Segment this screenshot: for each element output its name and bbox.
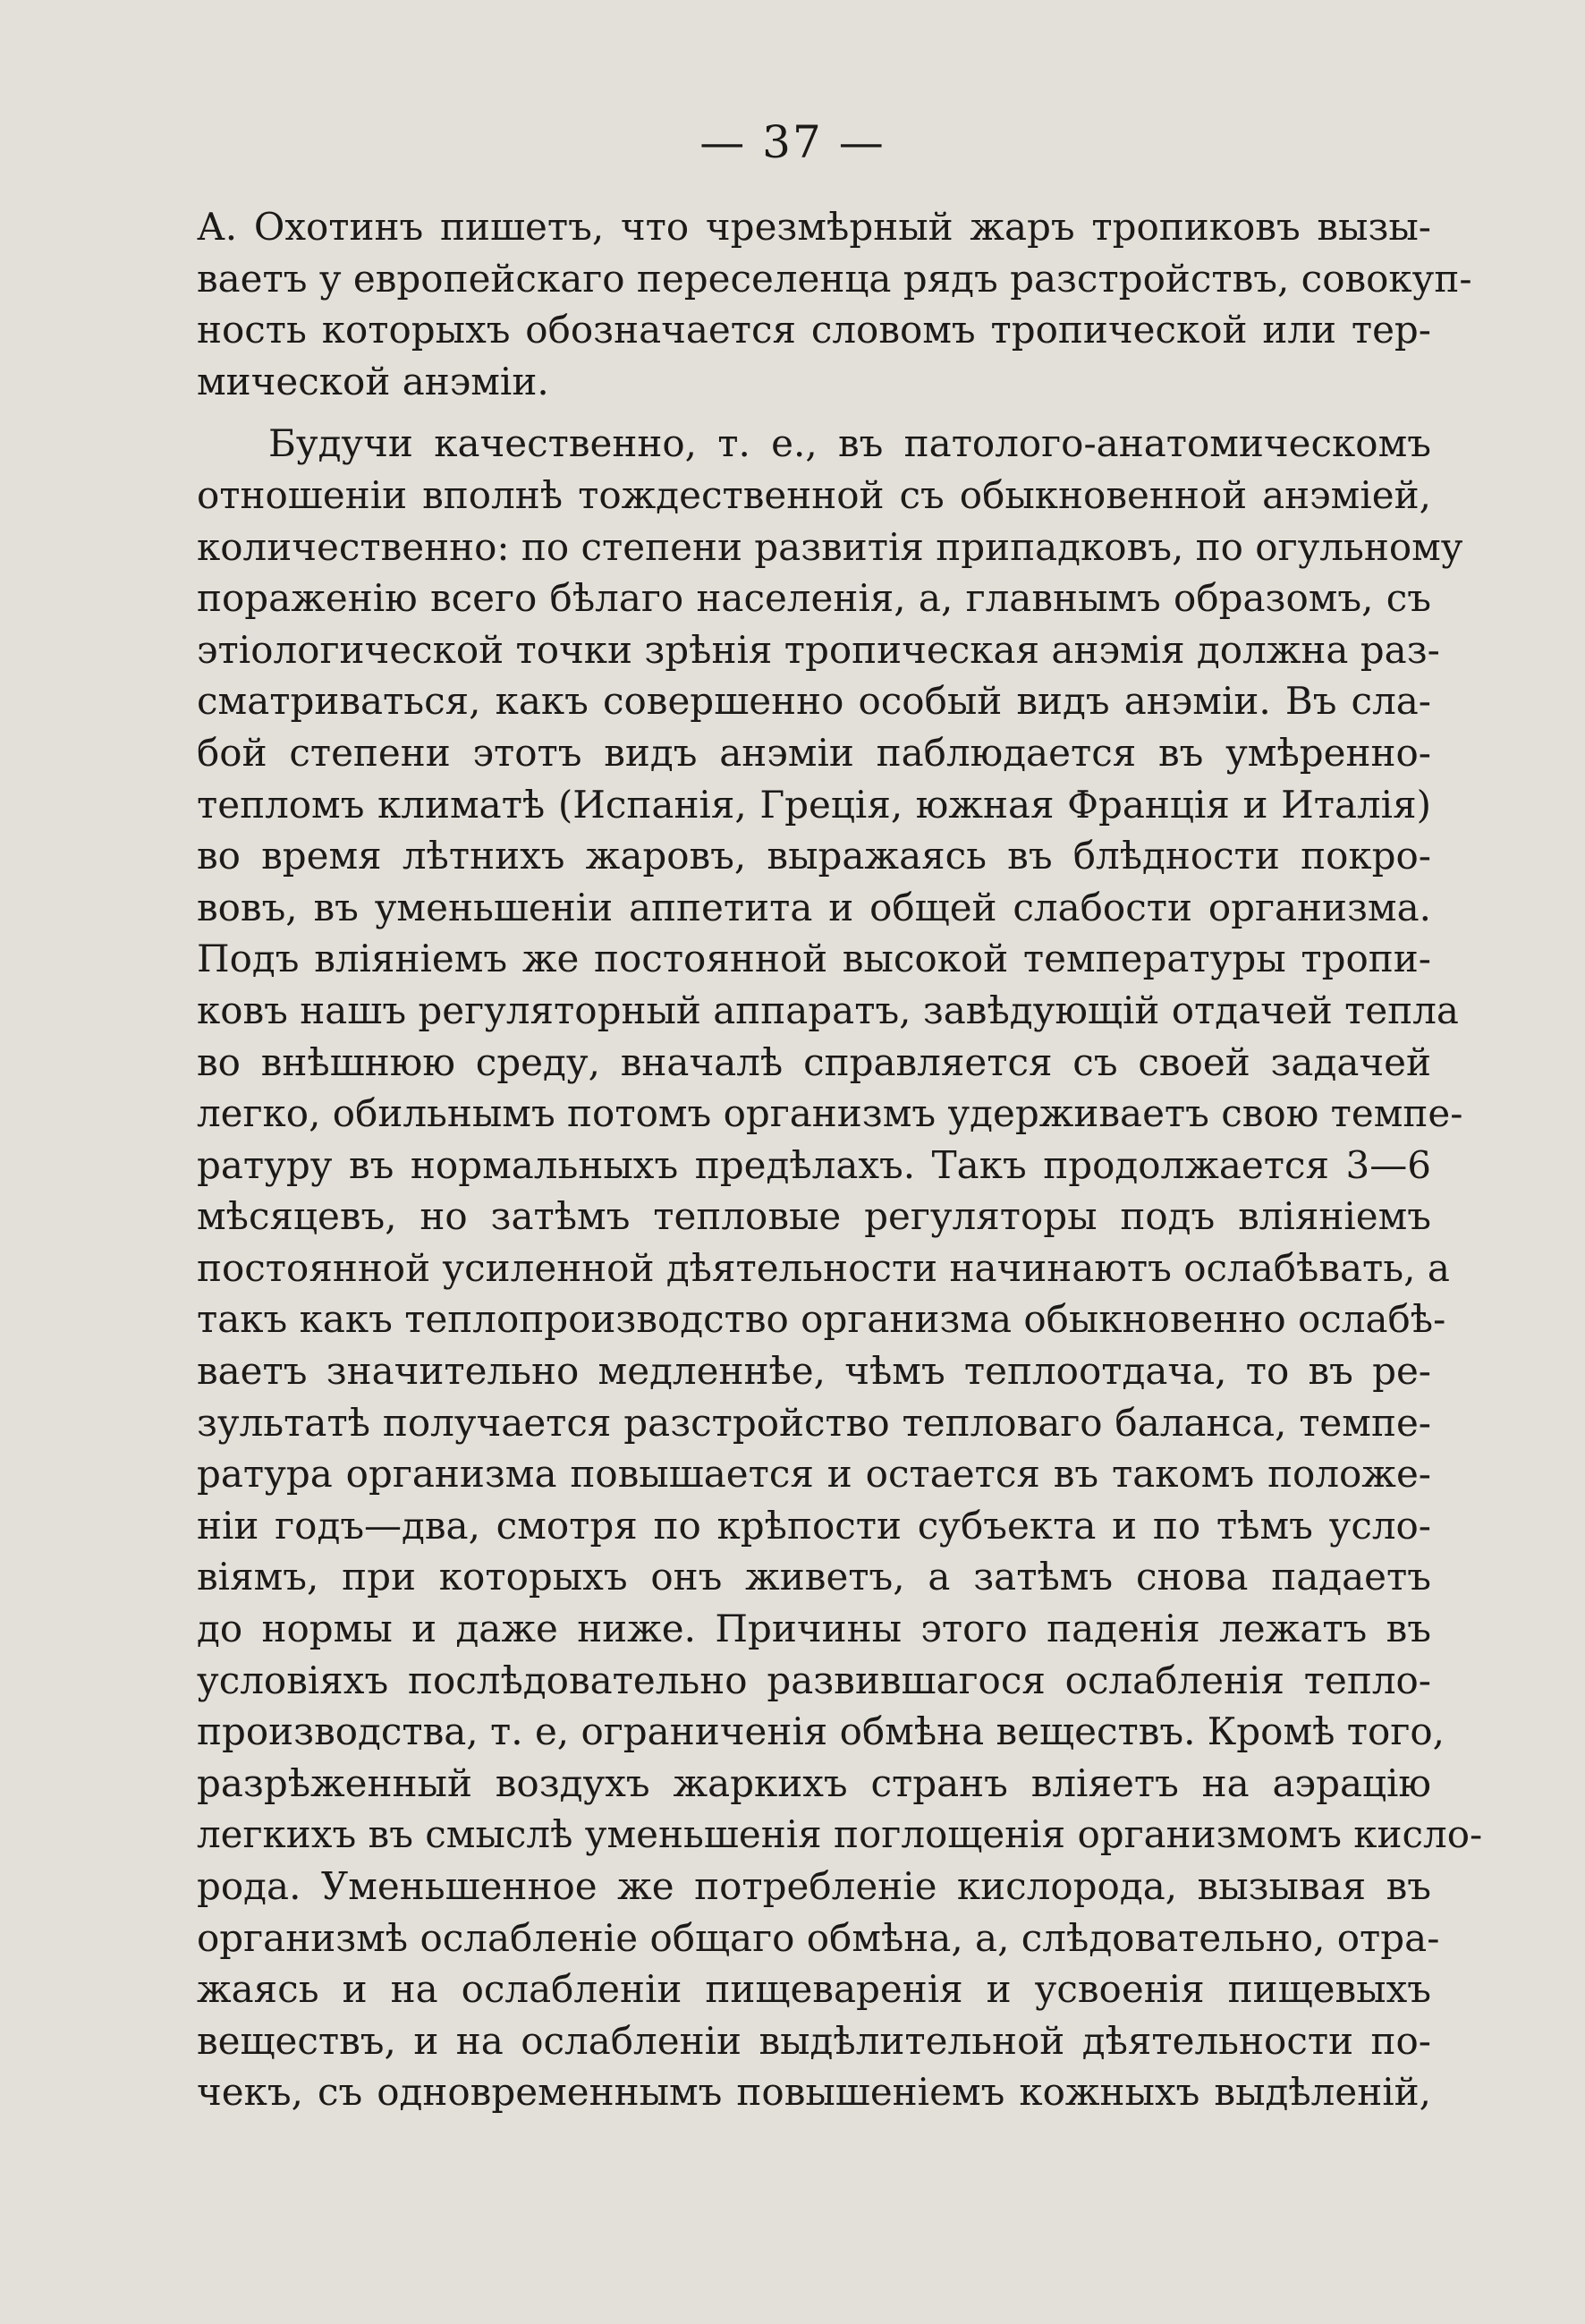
text-line: ность которыхъ обозначается словомъ тропической или тер-: [197, 308, 1431, 352]
text-line: такъ какъ теплопроизводство организма обыкновенно ослабѣ-: [197, 1297, 1446, 1342]
text-line: чекъ, съ одновременнымъ повышеніемъ кожныхъ выдѣленій,: [197, 2070, 1431, 2115]
text-line: во время лѣтнихъ жаровъ, выражаясь въ блѣдности покро-: [197, 834, 1431, 878]
text-line: вовъ, въ уменьшеніи аппетита и общей слабости организма.: [197, 885, 1431, 929]
text-line: сматриваться, какъ совершенно особый видъ анэміи. Въ сла-: [197, 679, 1431, 724]
text-line: постоянной усиленной дѣятельности начинаютъ ослабѣвать, а: [197, 1245, 1450, 1290]
text-line: ваетъ значительно медленнѣе, чѣмъ теплоотдача, то въ ре-: [197, 1349, 1431, 1394]
text-line: Будучи качественно, т. е., въ патолого-анатомическомъ: [268, 421, 1431, 466]
text-line: ніи годъ—два, смотря по крѣпости субъекта и по тѣмъ усло-: [197, 1503, 1431, 1548]
text-line: А. Охотинъ пишетъ, что чрезмѣрный жаръ тропиковъ вызы-: [197, 205, 1431, 249]
text-line: мѣсяцевъ, но затѣмъ тепловые регуляторы подъ вліяніемъ: [197, 1194, 1431, 1239]
text-line: организмѣ ослабленіе общаго обмѣна, а, слѣдовательно, отра-: [197, 1915, 1440, 1960]
text-line: отношеніи вполнѣ тождественной съ обыкновенной анэміей,: [197, 472, 1431, 517]
body-text: [197, 201, 1483, 2118]
text-line: разрѣженный воздухъ жаркихъ странъ вліяетъ на аэрацію: [197, 1760, 1431, 1805]
text-line: во внѣшнюю среду, вначалѣ справляется съ своей задачей: [197, 1039, 1431, 1084]
text-line: легкихъ въ смыслѣ уменьшенія поглощенія организмомъ кисло-: [197, 1812, 1483, 1857]
text-line: этіологической точки зрѣнія тропическая анэмія должна раз-: [197, 627, 1440, 672]
text-line: количественно: по степени развитія припадковъ, по огульному: [197, 524, 1463, 569]
text-line: бой степени этотъ видъ анэміи паблюдается въ умѣренно-: [197, 730, 1431, 775]
text-line: ратуру въ нормальныхъ предѣлахъ. Такъ продолжается 3—6: [197, 1142, 1431, 1187]
text-line: жаясь и на ослабленіи пищеваренія и усвоенія пищевыхъ: [197, 1967, 1431, 2012]
paragraph-gap: [197, 407, 1431, 418]
text-line: мической анэміи.: [197, 359, 549, 403]
text-line: тепломъ климатѣ (Испанія, Грецiя, южная Франція и Италія): [197, 782, 1431, 827]
text-line: легко, обильнымъ потомъ организмъ удерживаетъ свою темпе-: [197, 1091, 1463, 1136]
text-line: ковъ нашъ регуляторный аппаратъ, завѣдующій отдачей тепла: [197, 988, 1459, 1032]
page-number: — 37 —: [699, 116, 886, 168]
text-line: производства, т. е, ограниченія обмѣна веществъ. Кромѣ того,: [197, 1709, 1445, 1754]
text-line: веществъ, и на ослабленіи выдѣлительной дѣятельности по-: [197, 2018, 1431, 2063]
text-line: ратура организма повышается и остается въ такомъ положе-: [197, 1452, 1431, 1497]
text-line: условіяхъ послѣдовательно развившагося ослабленія тепло-: [197, 1658, 1431, 1702]
text-line: Подъ вліяніемъ же постоянной высокой температуры тропи-: [197, 937, 1431, 981]
text-line: рода. Уменьшенное же потребленіе кислорода, вызывая въ: [197, 1864, 1431, 1908]
text-line: зультатѣ получается разстройство тепловаго баланса, темпе-: [197, 1400, 1431, 1445]
text-line: пораженію всего бѣлаго населенія, а, главнымъ образомъ, съ: [197, 576, 1431, 621]
text-line: ваетъ у европейскаго переселенца рядъ разстройствъ, совокуп-: [197, 256, 1472, 301]
text-line: віямъ, при которыхъ онъ живетъ, а затѣмъ снова падаетъ: [197, 1555, 1431, 1599]
text-line: до нормы и даже ниже. Причины этого паденія лежатъ въ: [197, 1607, 1431, 1651]
